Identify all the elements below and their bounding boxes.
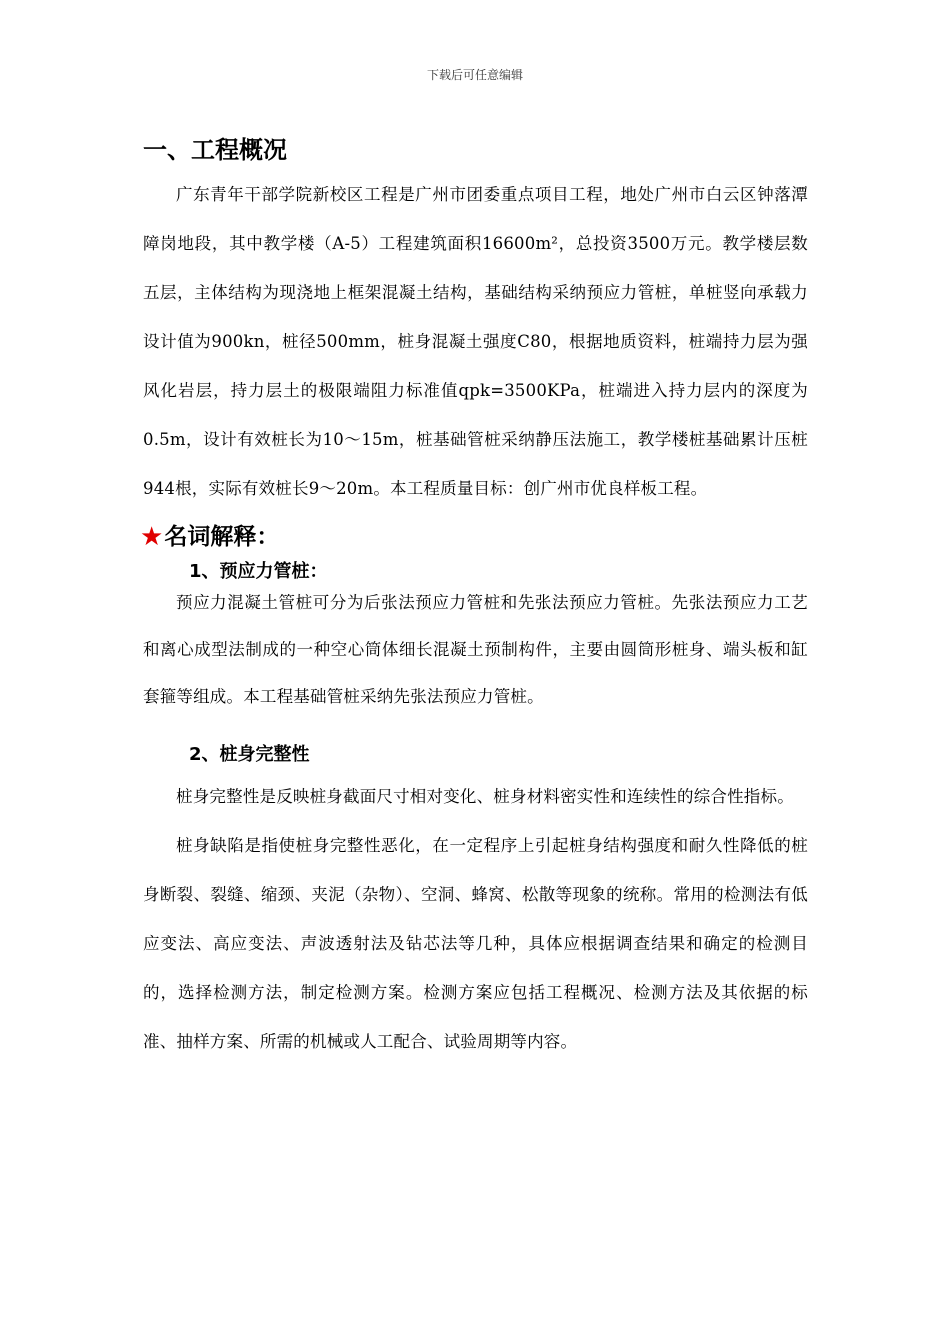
star-icon: ★ bbox=[140, 522, 164, 552]
subsection-title-pile-integrity: 2、桩身完整性 bbox=[189, 744, 310, 765]
header-note: 下载后可任意编辑 bbox=[426, 68, 523, 82]
section-title-overview: 一、工程概况 bbox=[143, 136, 287, 164]
glossary-title-text: 名词解释： bbox=[164, 524, 280, 550]
overview-paragraph: 广东青年干部学院新校区工程是广州市团委重点项目工程，地处广州市白云区钟落潭障岗地段，其中教学楼（A-5）工程建筑面积16600m²，总投资3500万元。教学楼层数五层，主体结构为现浇地上框架混凝土结构，基础结构采纳预应力管桩，单桩竖向承载力设计值为900kn，桩径500mm，桩身混凝土强度C80，根据地质资料，桩端持力层为强风化岩层，持力层土的极限端阻力标准值qpk=3500KPa，桩端进入持力层内的深度为0.5m，设计有效桩长为10～15m，桩基础管桩采纳静压法施工，教学楼桩基础累计压桩944根，实际有效桩长9～20m。本工程质量目标：创广州市优良样板工程。 bbox=[143, 185, 808, 498]
pile-integrity-paragraph-1: 桩身完整性是反映桩身截面尺寸相对变化、桩身材料密实性和连续性的综合性指标。 bbox=[176, 787, 794, 806]
pile-integrity-paragraph-2: 桩身缺陷是指使桩身完整性恶化，在一定程序上引起桩身结构强度和耐久性降低的桩身断裂、裂缝、缩颈、夹泥（杂物）、空洞、蜂窝、松散等现象的统称。常用的检测法有低应变法、高应变法、声波透射法及钻芯法等几种，具体应根据调查结果和确定的检测目的，选择检测方法，制定检测方案。检测方案应包括工程概况、检测方法及其依据的标准、抽样方案、所需的机械或人工配合、试验周期等内容。 bbox=[143, 836, 808, 1051]
subsection-title-prestressed-pile: 1、预应力管桩： bbox=[189, 561, 328, 582]
prestressed-pile-paragraph: 预应力混凝土管桩可分为后张法预应力管桩和先张法预应力管桩。先张法预应力工艺和离心成型法制成的一种空心筒体细长混凝土预制构件，主要由圆筒形桩身、端头板和缸套箍等组成。本工程基础管桩采纳先张法预应力管桩。 bbox=[143, 593, 808, 706]
document-body bbox=[140, 130, 808, 1066]
section-title-glossary bbox=[140, 517, 808, 557]
